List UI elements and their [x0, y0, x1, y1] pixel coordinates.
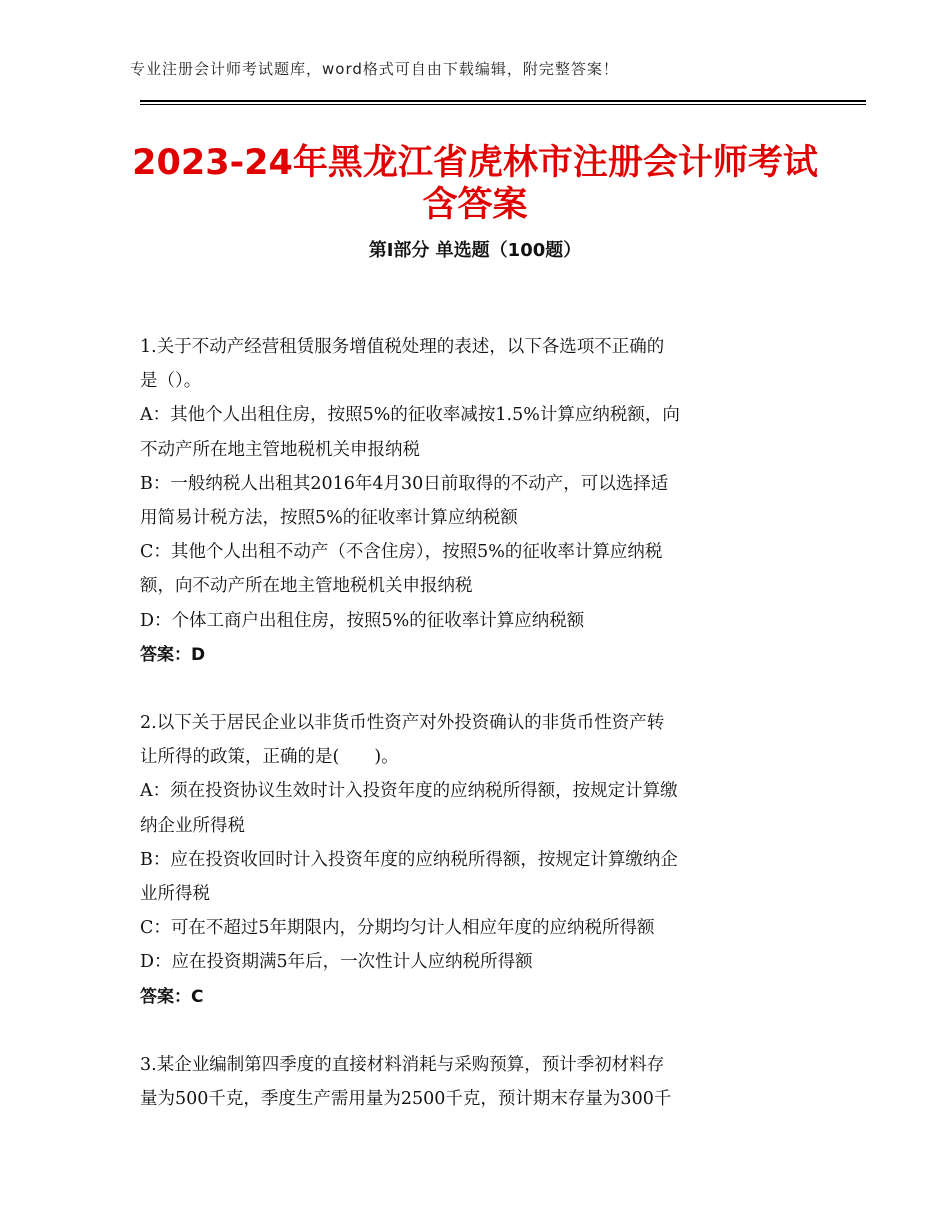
question-3 [140, 1048, 820, 1116]
question-2 [140, 706, 820, 1014]
question-stem-line: 1.关于不动产经营租赁服务增值税处理的表述，以下各选项不正确的 [140, 337, 665, 357]
option-b-line: B：一般纳税人出租其2016年4月30日前取得的不动产，可以选择适 [140, 473, 669, 494]
question-gap [140, 672, 820, 706]
header-rule-thin [140, 104, 866, 105]
option-a-line: 纳企业所得税 [140, 815, 245, 836]
header-rule-thick [140, 100, 866, 102]
question-stem-line: 是（）。 [140, 371, 202, 392]
question-1 [140, 330, 820, 672]
question-stem-line: 3.某企业编制第四季度的直接材料消耗与采购预算，预计季初材料存 [140, 1054, 665, 1075]
answer-line: 答案：D [140, 644, 206, 665]
section-heading: 第Ⅰ部分 单选题（100题） [368, 240, 582, 261]
option-b-line: B：应在投资收回时计入投资年度的应纳税所得额，按规定计算缴纳企 [140, 849, 678, 870]
answer-line: 答案：C [140, 986, 204, 1007]
question-list [140, 330, 820, 1116]
question-stem-line: 量为500千克，季度生产需用量为2500千克，预计期末存量为300千 [140, 1089, 672, 1110]
header-note: 专业注册会计师考试题库，word格式可自由下载编辑，附完整答案！ [130, 60, 619, 78]
option-c-line: C：其他个人出租不动产（不含住房），按照5%的征收率计算应纳税 [140, 542, 663, 563]
title-line: 2023-24年黑龙江省虎林市注册会计师考试 [132, 143, 818, 183]
option-b-line: 用简易计税方法，按照5%的征收率计算应纳税额 [140, 507, 518, 528]
option-a-line: A：其他个人出租住房，按照5%的征收率减按1.5%计算应纳税额，向 [140, 405, 680, 426]
option-c-line: C：可在不超过5年期限内，分期均匀计人相应年度的应纳税所得额 [140, 918, 655, 939]
question-gap [140, 1014, 820, 1048]
option-b-line: 业所得税 [140, 884, 210, 904]
title-line: 含答案 [422, 185, 528, 225]
document-title [100, 142, 850, 226]
option-c-line: 额，向不动产所在地主管地税机关申报纳税 [140, 576, 473, 597]
option-a-line: A：须在投资协议生效时计入投资年度的应纳税所得额，按规定计算缴 [140, 781, 678, 802]
question-stem-line: 让所得的政策，正确的是( )。 [140, 747, 399, 768]
question-stem-line: 2.以下关于居民企业以非货币性资产对外投资确认的非货币性资产转 [140, 713, 665, 734]
option-a-line: 不动产所在地主管地税机关申报纳税 [140, 439, 420, 460]
option-d-line: D：个体工商户出租住房，按照5%的征收率计算应纳税额 [140, 610, 585, 631]
option-d-line: D：应在投资期满5年后，一次性计人应纳税所得额 [140, 952, 533, 973]
